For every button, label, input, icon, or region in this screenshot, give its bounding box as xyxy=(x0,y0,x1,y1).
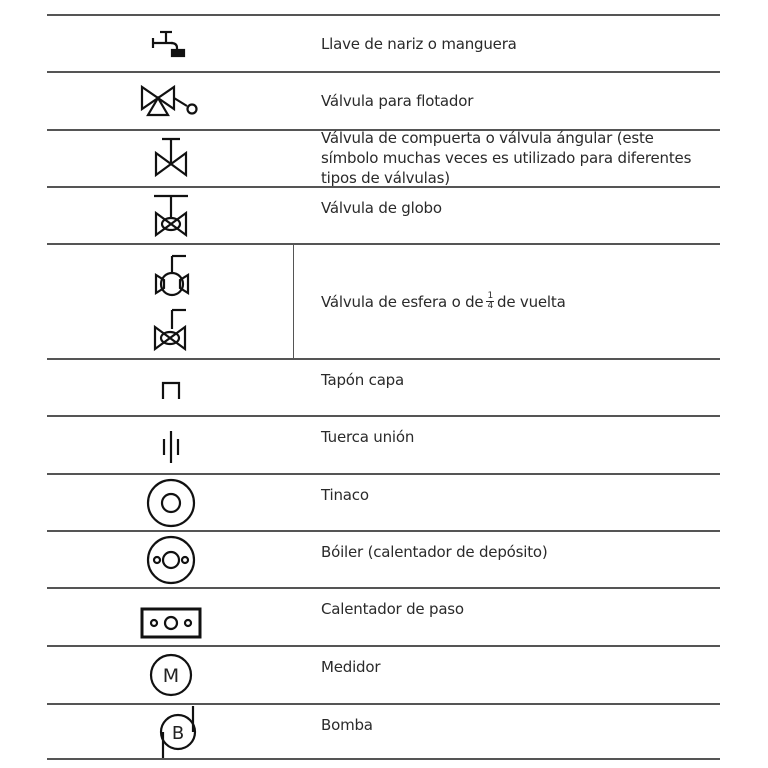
description-cell xyxy=(321,73,710,129)
meter-icon xyxy=(149,653,193,697)
globe-valve-icon xyxy=(151,193,191,239)
table-row xyxy=(47,473,720,530)
symbol-cell xyxy=(47,188,294,243)
union-nut-icon xyxy=(161,429,181,465)
table-row xyxy=(47,243,720,358)
symbol-cell xyxy=(47,245,294,358)
table-row xyxy=(47,129,720,186)
symbol-cell xyxy=(47,475,294,530)
svg-text:M: M xyxy=(162,665,179,687)
description-cell xyxy=(321,16,710,71)
row-label: Bomba xyxy=(321,716,373,734)
cap-icon xyxy=(161,381,181,401)
table-row xyxy=(47,530,720,587)
boiler-icon xyxy=(146,535,196,585)
row-label: Válvula de compuerta o válvula ángular (este símbolo muchas veces es utilizado para diferentes tipos de válvulas) xyxy=(321,129,692,187)
description-cell xyxy=(321,705,710,768)
tankless-heater-icon xyxy=(140,607,202,639)
table-row xyxy=(47,14,720,71)
row-label: Válvula de globo xyxy=(321,199,442,217)
table-row xyxy=(47,415,720,473)
row-label: Tuerca unión xyxy=(321,428,415,446)
table-row xyxy=(47,703,720,760)
ball-valve-icon xyxy=(150,253,190,297)
row-label: Medidor xyxy=(321,658,381,676)
fraction xyxy=(486,292,494,311)
row-label: Llave de nariz o manguera xyxy=(321,34,517,53)
symbol-cell xyxy=(47,417,294,473)
plumbing-symbols-table xyxy=(47,14,720,760)
row-label: Válvula para flotador xyxy=(321,92,474,110)
table-row xyxy=(47,587,720,645)
table-row xyxy=(47,186,720,243)
row-label-prefix: Válvula de esfera o de xyxy=(321,292,484,311)
svg-text:B: B xyxy=(171,722,184,744)
pump-icon xyxy=(156,704,200,760)
row-label: Bóiler (calentador de depósito) xyxy=(321,543,548,561)
quarter-turn-valve-icon xyxy=(150,307,190,351)
fraction-numerator: 1 xyxy=(487,291,493,301)
row-label: Tapón capa xyxy=(321,371,404,389)
row-label-suffix: de vuelta xyxy=(497,292,566,311)
symbol-cell xyxy=(47,360,294,415)
symbol-cell xyxy=(47,16,294,71)
row-label: Calentador de paso xyxy=(321,600,464,618)
symbol-cell xyxy=(47,705,294,758)
hose-bibb-icon xyxy=(151,29,191,59)
water-tank-icon xyxy=(146,478,196,528)
gate-valve-icon xyxy=(151,137,191,181)
symbol-cell xyxy=(47,647,294,703)
symbol-cell xyxy=(47,589,294,645)
table-row xyxy=(47,645,720,703)
description-cell xyxy=(321,245,710,358)
symbol-cell xyxy=(47,73,294,129)
description-cell xyxy=(321,131,710,186)
symbol-cell xyxy=(47,131,294,186)
symbol-cell xyxy=(47,532,294,587)
fraction-denominator: 4 xyxy=(487,301,493,311)
table-row xyxy=(47,71,720,129)
float-valve-icon xyxy=(140,84,202,118)
table-row xyxy=(47,358,720,415)
row-label: Tinaco xyxy=(321,486,369,504)
